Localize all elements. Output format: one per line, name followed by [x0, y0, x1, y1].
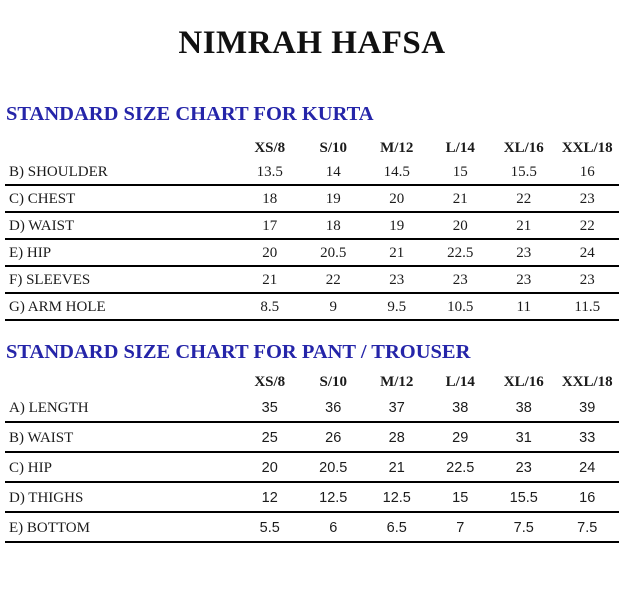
table-row: [5, 239, 619, 266]
size-value-cell: 15: [452, 164, 468, 180]
size-value-cell: 25: [261, 430, 278, 446]
size-value-cell: 19: [389, 218, 405, 234]
size-value-cell: 21: [452, 191, 468, 207]
size-value-cell: 20: [261, 460, 278, 476]
row-label-cell: E) HIP: [9, 245, 52, 261]
table-row: [5, 393, 619, 422]
row-label-cell: D) WAIST: [9, 218, 75, 234]
size-value-cell: 37: [388, 400, 405, 416]
row-label-cell: C) HIP: [9, 460, 52, 476]
size-value-cell: 22: [579, 218, 595, 234]
size-value-cell: 18: [262, 191, 278, 207]
size-value-cell: 18: [325, 218, 341, 234]
size-value-cell: 13.5: [256, 164, 283, 180]
size-value-cell: 24: [579, 245, 595, 261]
size-value-cell: 9.5: [387, 299, 407, 315]
size-value-cell: 23: [389, 272, 405, 288]
size-value-cell: 15: [452, 490, 469, 506]
table-row: [5, 266, 619, 293]
size-value-cell: 23: [516, 245, 532, 261]
size-value-cell: 12.5: [382, 490, 411, 506]
size-value-cell: 11.5: [574, 299, 601, 315]
size-value-cell: 10.5: [447, 299, 474, 315]
brand-title: NIMRAH HAFSA: [178, 25, 446, 61]
table-row: [5, 452, 619, 482]
size-header-cell: M/12: [380, 374, 414, 390]
size-value-cell: 5.5: [259, 520, 280, 536]
size-value-cell: 12.5: [319, 490, 348, 506]
kurta-size-table: [5, 138, 619, 321]
size-value-cell: 22: [516, 191, 532, 207]
table-row: [5, 185, 619, 212]
size-value-cell: 17: [262, 218, 278, 234]
size-value-cell: 12: [261, 490, 278, 506]
table-row: [5, 293, 619, 320]
size-value-cell: 33: [579, 430, 596, 446]
size-header-cell: S/10: [319, 374, 347, 390]
size-value-cell: 23: [516, 272, 532, 288]
pant-chart-heading: STANDARD SIZE CHART FOR PANT / TROUSER: [6, 341, 471, 363]
size-header-cell: L/14: [445, 140, 475, 156]
size-value-cell: 22: [325, 272, 341, 288]
size-value-cell: 24: [579, 460, 596, 476]
table-row: [5, 159, 619, 185]
size-value-cell: 20: [452, 218, 468, 234]
size-value-cell: 20: [262, 245, 278, 261]
size-value-cell: 16: [579, 164, 595, 180]
size-value-cell: 9: [329, 299, 337, 315]
size-value-cell: 36: [325, 400, 342, 416]
size-value-cell: 38: [452, 400, 469, 416]
table-row: [5, 482, 619, 512]
row-label-cell: B) SHOULDER: [9, 164, 108, 180]
size-header-cell: XS/8: [254, 140, 286, 156]
size-value-cell: 6.5: [386, 520, 407, 536]
row-label-cell: B) WAIST: [9, 430, 74, 446]
size-value-cell: 7: [456, 520, 465, 536]
size-value-cell: 22.5: [447, 245, 474, 261]
size-value-cell: 15.5: [510, 164, 537, 180]
size-header-cell: XXL/18: [561, 374, 613, 390]
size-value-cell: 26: [325, 430, 342, 446]
size-value-cell: 23: [579, 272, 595, 288]
row-label-cell: G) ARM HOLE: [9, 299, 106, 315]
row-label-cell: A) LENGTH: [9, 400, 89, 416]
size-value-cell: 22.5: [446, 460, 475, 476]
size-value-cell: 14.5: [383, 164, 410, 180]
size-value-cell: 7.5: [577, 520, 598, 536]
size-value-cell: 31: [515, 430, 532, 446]
size-value-cell: 20.5: [320, 245, 347, 261]
corner-cell: [5, 372, 238, 393]
size-value-cell: 7.5: [513, 520, 534, 536]
size-value-cell: 11: [516, 299, 531, 315]
size-value-cell: 21: [388, 460, 405, 476]
row-label-cell: C) CHEST: [9, 191, 76, 207]
size-value-cell: 21: [262, 272, 278, 288]
size-value-cell: 15.5: [509, 490, 538, 506]
size-header-cell: XS/8: [254, 374, 286, 390]
row-label-cell: E) BOTTOM: [9, 520, 90, 536]
table-row: [5, 212, 619, 239]
size-value-cell: 20.5: [319, 460, 348, 476]
size-value-cell: 29: [452, 430, 469, 446]
size-value-cell: 21: [389, 245, 405, 261]
corner-cell: [5, 138, 238, 159]
size-header-cell: L/14: [445, 374, 475, 390]
table-row: [5, 422, 619, 452]
size-value-cell: 28: [388, 430, 405, 446]
kurta-chart-heading: STANDARD SIZE CHART FOR KURTA: [6, 103, 374, 125]
size-value-cell: 20: [389, 191, 405, 207]
pant-size-table: [5, 372, 619, 543]
size-value-cell: 23: [579, 191, 595, 207]
size-header-row: [5, 372, 619, 393]
size-header-cell: S/10: [319, 140, 347, 156]
size-value-cell: 8.5: [260, 299, 280, 315]
size-value-cell: 14: [325, 164, 341, 180]
row-label-cell: D) THIGHS: [9, 490, 84, 506]
size-header-cell: M/12: [380, 140, 414, 156]
size-value-cell: 35: [261, 400, 278, 416]
size-header-cell: XL/16: [503, 374, 544, 390]
size-value-cell: 23: [515, 460, 532, 476]
size-value-cell: 16: [579, 490, 596, 506]
document-page: [0, 24, 626, 543]
size-value-cell: 38: [515, 400, 532, 416]
size-header-cell: XXL/18: [561, 140, 613, 156]
size-value-cell: 23: [452, 272, 468, 288]
size-value-cell: 19: [325, 191, 341, 207]
size-header-cell: XL/16: [503, 140, 544, 156]
size-value-cell: 21: [516, 218, 532, 234]
table-row: [5, 512, 619, 542]
size-value-cell: 39: [579, 400, 596, 416]
row-label-cell: F) SLEEVES: [9, 272, 91, 288]
size-header-row: [5, 138, 619, 159]
size-value-cell: 6: [329, 520, 338, 536]
